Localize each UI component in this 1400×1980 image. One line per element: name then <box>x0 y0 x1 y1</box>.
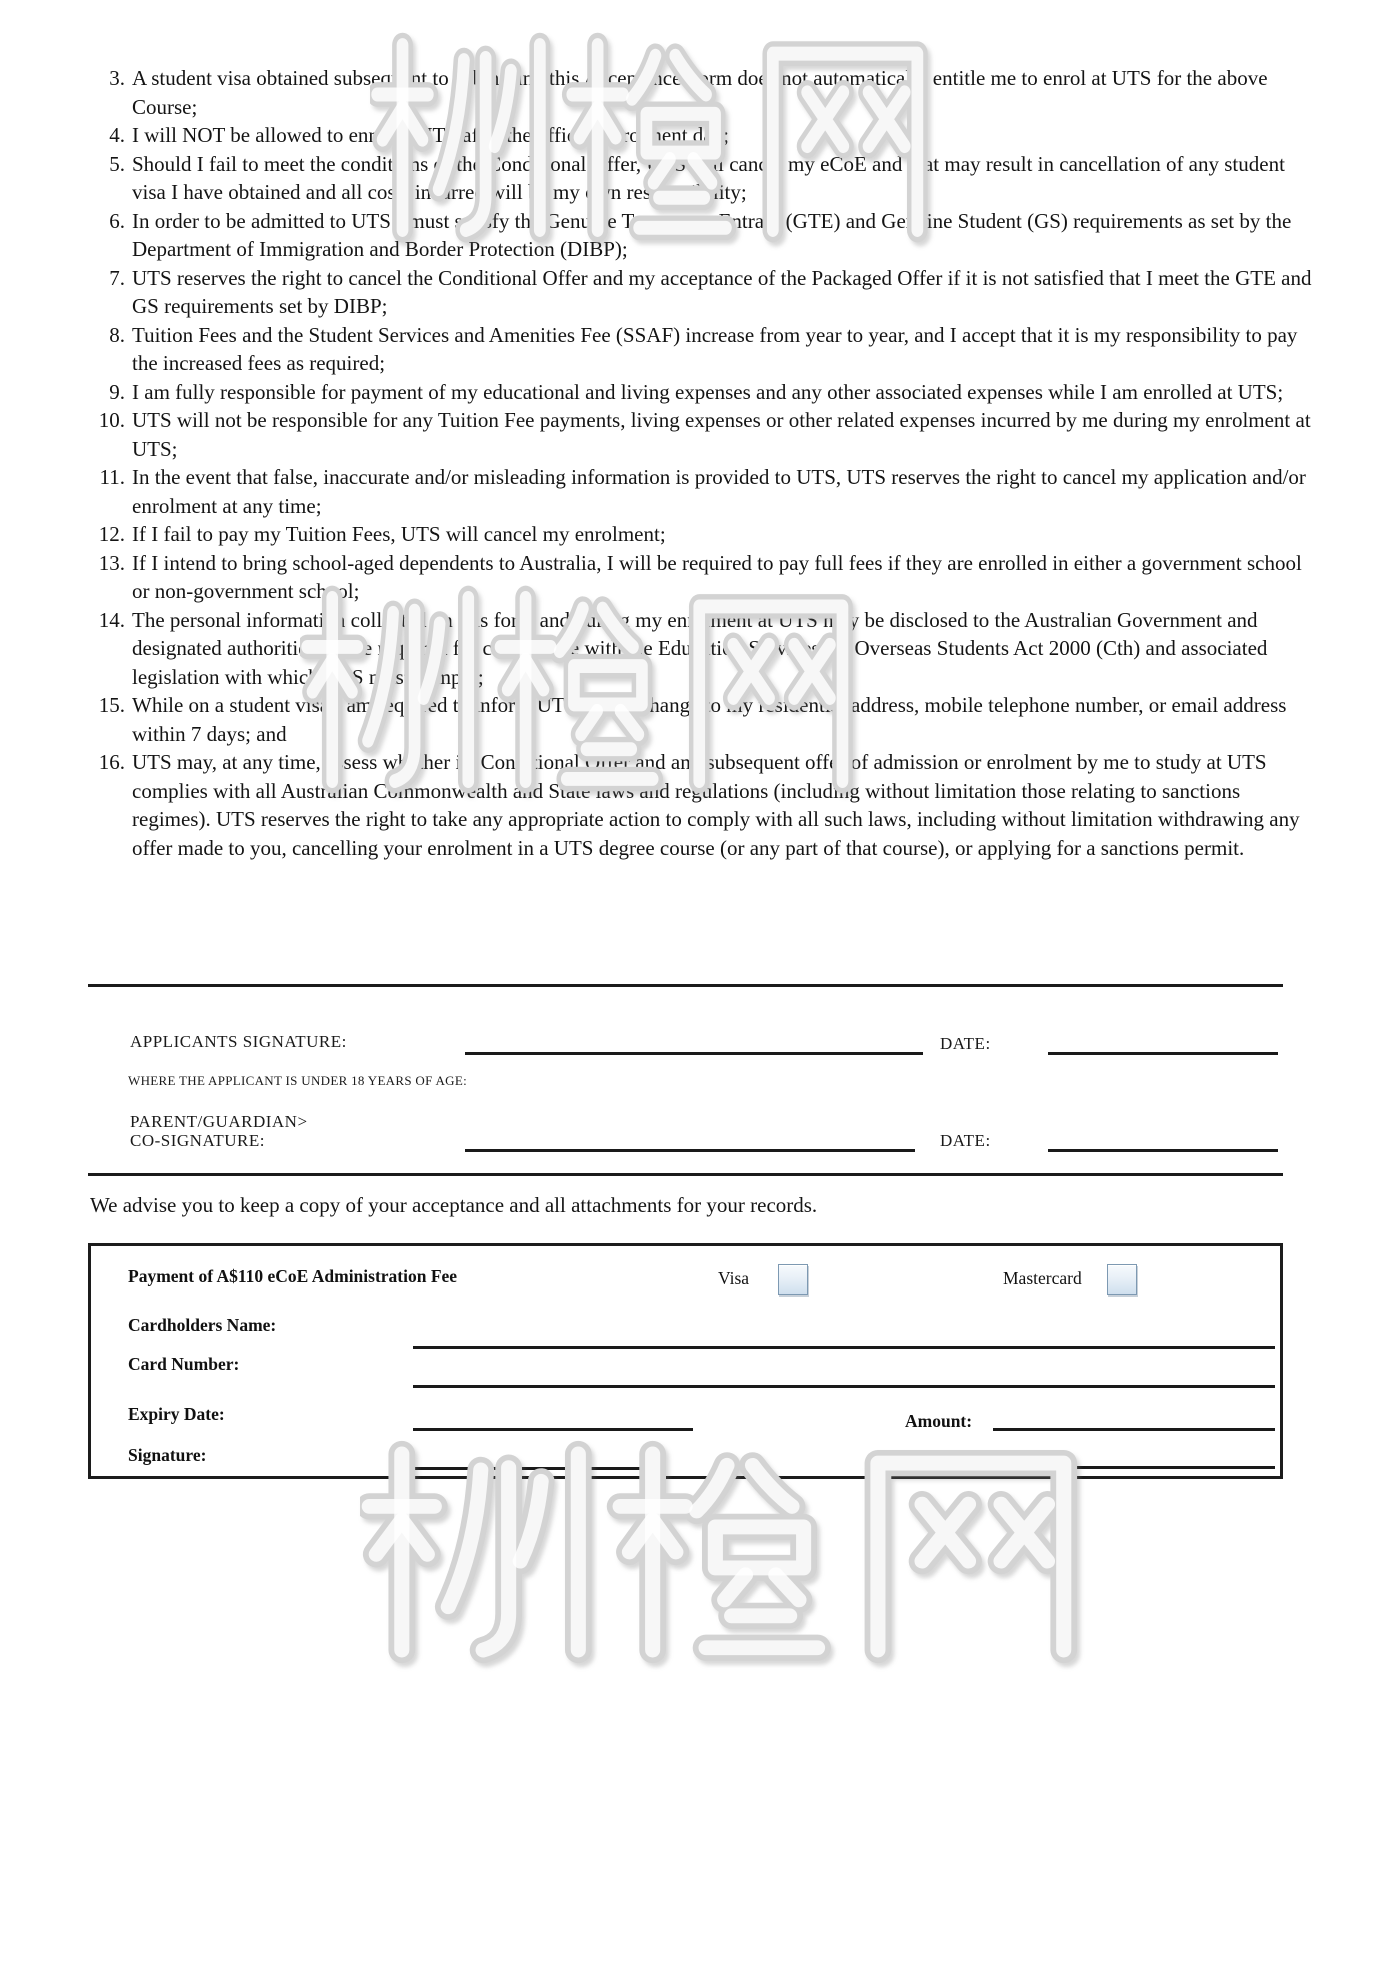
term-number: 16. <box>98 750 125 774</box>
term-number: 14. <box>98 607 125 632</box>
term-number: 3. <box>109 66 125 90</box>
applicant-signature-line[interactable] <box>465 1052 923 1055</box>
term-number: 13. <box>98 550 125 575</box>
cosign-date-label: DATE: <box>940 1131 991 1150</box>
applicant-date-label: DATE: <box>940 1034 991 1053</box>
card-number-line[interactable] <box>413 1385 1275 1388</box>
term-item <box>88 748 1320 862</box>
term-number: 4. <box>109 123 125 147</box>
term-number: 7. <box>109 265 125 290</box>
term-number: 9. <box>109 379 125 404</box>
expiry-date-line[interactable] <box>413 1428 693 1431</box>
term-text: I am fully responsible for payment of my educational and living expenses and any other associated expenses while I am enrolled at UTS; <box>132 379 1284 404</box>
visa-checkbox[interactable] <box>778 1264 808 1295</box>
term-item <box>88 207 1320 264</box>
payment-date-line[interactable] <box>995 1466 1275 1469</box>
advice-note: We advise you to keep a copy of your acceptance and all attachments for your records. <box>90 1193 818 1217</box>
expiry-date-label: Expiry Date: <box>128 1404 225 1424</box>
term-item <box>88 264 1320 321</box>
term-text: UTS will not be responsible for any Tuition Fee payments, living expenses or other related expenses incurred by me during my enrolment at UTS; <box>132 408 1311 461</box>
under18-note: WHERE THE APPLICANT IS UNDER 18 YEARS OF AGE: <box>128 1073 468 1088</box>
term-text: The personal information collected on this form and during my enrolment at UTS may be disclosed to the Australian Government and designated authorities where required for compliance with the Education Services for Overseas Students Act 2000 (Cth) and associated legislation with which UTS must comply; <box>132 607 1268 689</box>
divider-bottom <box>88 1173 1283 1176</box>
applicant-date-line[interactable] <box>1048 1052 1278 1055</box>
payment-date-label: Date: <box>938 1448 973 1464</box>
term-item <box>88 691 1320 748</box>
applicant-signature-label: APPLICANTS SIGNATURE: <box>130 1032 347 1051</box>
amount-label: Amount: <box>905 1411 973 1431</box>
term-text: In the event that false, inaccurate and/or misleading information is provided to UTS, UTS reserves the right to cancel my application and/or enrolment at any time; <box>132 465 1306 518</box>
co-signature-label: CO-SIGNATURE: <box>130 1131 265 1150</box>
co-signature-line[interactable] <box>465 1149 915 1152</box>
term-text: UTS may, at any time, assess whether its Conditional Offer and any subsequent offer of admission or enrolment by me to study at UTS complies with all Australian Commonwealth and State laws and regulations (including without limitation those relating to sanctions regimes). UTS reserves the right to take any appropriate action to comply with all such laws, including without limitation withdrawing any offer made to you, cancelling your enrolment in a UTS degree course (or any part of that course), or applying for a sanctions permit. <box>132 750 1300 860</box>
term-number: 5. <box>109 151 125 176</box>
term-text: Should I fail to meet the conditions of the Conditional Offer, UTS will cancel my eCoE and that may result in cancellation of any student visa I have obtained and all costs incurred will be my own responsibility; <box>132 151 1285 204</box>
payment-signature-line[interactable] <box>413 1467 655 1470</box>
term-item <box>88 520 1320 549</box>
term-item <box>88 463 1320 520</box>
term-number: 15. <box>98 693 125 717</box>
term-item <box>88 606 1320 692</box>
cosign-date-line[interactable] <box>1048 1149 1278 1152</box>
mastercard-checkbox[interactable] <box>1107 1264 1137 1295</box>
term-item <box>88 64 1320 121</box>
term-text: While on a student visa I am required to inform UTS of any change to my residential address, mobile telephone number, or email address within 7 days; and <box>132 693 1287 746</box>
divider-top <box>88 984 1283 987</box>
term-item <box>88 378 1320 407</box>
mastercard-label: Mastercard <box>1003 1268 1082 1288</box>
term-text: If I fail to pay my Tuition Fees, UTS will cancel my enrolment; <box>132 522 666 546</box>
term-number: 6. <box>109 208 125 233</box>
term-text: In order to be admitted to UTS I must satisfy the Genuine Temporary Entrant (GTE) and Genuine Student (GS) requirements as set by the Department of Immigration and Border Protection (DIBP); <box>132 208 1292 261</box>
amount-line[interactable] <box>993 1428 1275 1431</box>
term-text: UTS reserves the right to cancel the Conditional Offer and my acceptance of the Packaged Offer if it is not satisfied that I meet the GTE and GS requirements set by DIBP; <box>132 265 1312 318</box>
visa-label: Visa <box>718 1268 750 1288</box>
term-text: If I intend to bring school-aged dependents to Australia, I will be required to pay full fees if they are enrolled in either a government school or non-government school; <box>132 550 1302 603</box>
payment-title: Payment of A$110 eCoE Administration Fee <box>128 1266 458 1286</box>
term-item <box>88 406 1320 463</box>
payment-signature-label: Signature: <box>128 1445 207 1465</box>
cardholders-name-line[interactable] <box>413 1346 1275 1349</box>
term-text: Tuition Fees and the Student Services and Amenities Fee (SSAF) increase from year to year, and I accept that it is my responsibility to pay the increased fees as required; <box>132 322 1298 375</box>
terms-list <box>88 64 1320 862</box>
term-item <box>88 321 1320 378</box>
term-text: I will NOT be allowed to enrol at UTS after the official enrolment day; <box>132 123 729 147</box>
term-text: A student visa obtained subsequent to submitting this Acceptance Form does not automatically entitle me to enrol at UTS for the above Course; <box>132 66 1268 119</box>
term-item <box>88 549 1320 606</box>
term-number: 8. <box>109 322 125 347</box>
term-item <box>88 121 1320 150</box>
term-number: 11. <box>99 465 125 489</box>
term-number: 12. <box>98 522 125 546</box>
term-item <box>88 150 1320 207</box>
term-number: 10. <box>98 408 125 432</box>
card-number-label: Card Number: <box>128 1354 240 1374</box>
parent-guardian-label: PARENT/GUARDIAN> <box>130 1112 308 1131</box>
cardholders-name-label: Cardholders Name: <box>128 1315 277 1335</box>
